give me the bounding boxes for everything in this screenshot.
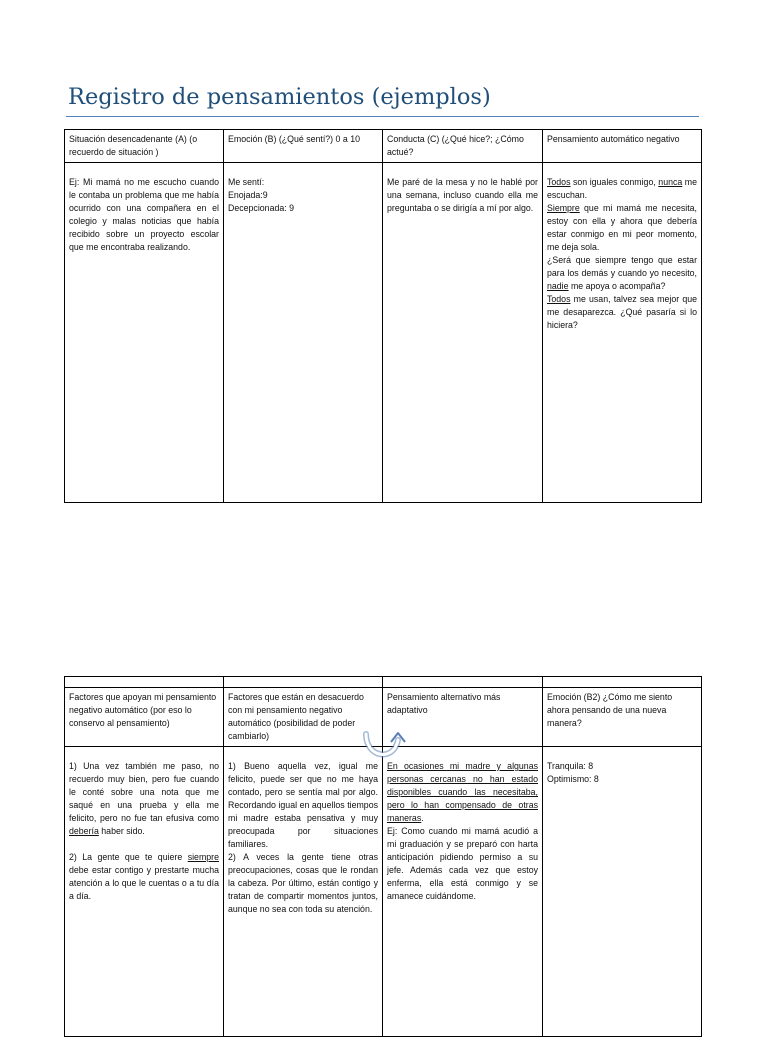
cell-supporting-factors <box>65 747 224 1037</box>
thought-record-table-1 <box>64 129 702 503</box>
keyword-underlined: debería <box>69 826 99 836</box>
thought-paragraph-3 <box>547 254 697 293</box>
thought-text: ¿Será que siempre tengo que estar para los demás y cuando yo necesito, <box>547 255 697 278</box>
blank-cell <box>65 677 224 688</box>
keyword-underlined: nunca <box>658 177 683 187</box>
thought-paragraph-1 <box>547 176 697 202</box>
header-conduct: Conducta (C) (¿Qué hice?; ¿Cómo actué? <box>383 130 543 163</box>
support-text: 1) Una vez también me paso, no recuerdo muy bien, pero fue cuando le conté sobre una nota que me saqué en una prueba y ella me felicito, pero no fue tan efusiva como <box>69 761 219 823</box>
cell-opposing-factors <box>224 747 383 1037</box>
header-negative-thought: Pensamiento automático negativo <box>543 130 702 163</box>
cell-emotion <box>224 163 383 503</box>
thought-text: me apoya o acompaña? <box>568 281 666 291</box>
blank-cell <box>383 677 543 688</box>
page-title: Registro de pensamientos (ejemplos) <box>68 84 491 110</box>
support-text: haber sido. <box>98 826 145 836</box>
keyword-underlined: nadie <box>547 281 569 291</box>
support-paragraph-1 <box>69 760 219 838</box>
cell-alternative-thought <box>383 747 543 1037</box>
new-emotion-text: Tranquila: 8 Optimismo: 8 <box>547 761 599 784</box>
title-underline <box>66 116 699 117</box>
support-text: 2) La gente que te quiere <box>69 852 188 862</box>
against-paragraph-1: 1) Bueno aquella vez, igual me felicito, puede ser que no me haya contado, pero se sentía mal por algo. Recordando igual en aquellos tiempos mi madre estaba pensativa y muy preocupada por situaciones familiares. <box>228 761 378 849</box>
cell-situation <box>65 163 224 503</box>
example-row <box>65 163 702 503</box>
keyword-underlined: Todos <box>547 294 571 304</box>
header-row <box>65 130 702 163</box>
alternative-text: . <box>421 813 424 823</box>
thought-text: me escuchan. <box>547 177 697 200</box>
thought-paragraph-2 <box>547 202 697 254</box>
conduct-text: Me paré de la mesa y no le hablé por una semana, incluso cuando ella me preguntaba o se dirigía a mí por algo. <box>387 177 538 213</box>
thought-paragraph-4 <box>547 293 697 332</box>
keyword-underlined: Todos <box>547 177 571 187</box>
example-row <box>65 747 702 1037</box>
cell-new-emotion <box>543 747 702 1037</box>
header-new-emotion: Emoción (B2) ¿Cómo me siento ahora pensando de una nueva manera? <box>543 688 702 747</box>
u-turn-arrow-icon <box>360 728 410 766</box>
thought-text: que mi mamá me necesita, estoy con ella y ahora que debería estar conmigo en mi peor momento, me deja sola. <box>547 203 697 252</box>
against-paragraph-2: 2) A veces la gente tiene otras preocupaciones, cosas que le rondan la cabeza. Por último, están contigo y tratan de compartir momentos juntos, aunque no sea con toda su atención. <box>228 852 378 914</box>
header-opposing-factors: Factores que están en desacuerdo con mi pensamiento negativo automático (posibilidad de poder cambiarlo) <box>224 688 383 747</box>
header-situation: Situación desencadenante (A) (o recuerdo de situación ) <box>65 130 224 163</box>
header-supporting-factors: Factores que apoyan mi pensamiento negativo automático (por eso lo conservo al pensamiento) <box>65 688 224 747</box>
cell-conduct <box>383 163 543 503</box>
blank-row <box>65 677 702 688</box>
header-alternative-thought: Pensamiento alternativo más adaptativo <box>383 688 543 747</box>
header-emotion: Emoción (B) (¿Qué sentí?) 0 a 10 <box>224 130 383 163</box>
blank-cell <box>543 677 702 688</box>
thought-text: son iguales conmigo, <box>570 177 659 187</box>
alternative-underlined: En ocasiones mi madre y algunas personas cercanas no han estado disponibles cuando las necesitaba, pero lo han compensado de otras maneras <box>387 761 538 823</box>
thought-text: me usan, talvez sea mejor que me desaparezca. ¿Qué pasaría si lo hiciera? <box>547 294 697 330</box>
emotion-text: Me sentí: Enojada:9 Decepcionada: 9 <box>228 177 295 213</box>
situation-text: Ej: Mi mamá no me escucho cuando le contaba un problema que me había ocurrido con una compañera en el colegio y malas noticias que había recibido sobre un proyecto escolar que me encontraba realizando. <box>69 177 219 252</box>
support-text: debe estar contigo y prestarte mucha atención a lo que le cuentas o a tu día a día. <box>69 865 219 901</box>
blank-cell <box>224 677 383 688</box>
paragraph-gap <box>69 838 219 851</box>
support-paragraph-2 <box>69 851 219 903</box>
alternative-paragraph-1 <box>387 760 538 825</box>
cell-negative-thought <box>543 163 702 503</box>
keyword-underlined: siempre <box>187 852 219 862</box>
keyword-underlined: Siempre <box>547 203 580 213</box>
alternative-paragraph-2: Ej: Como cuando mi mamá acudió a mi graduación y se preparó con harta anticipación pidiendo permiso a su jefe. Además cada vez que estoy enferma, ella está conmigo y se amanece cuidándome. <box>387 826 538 901</box>
